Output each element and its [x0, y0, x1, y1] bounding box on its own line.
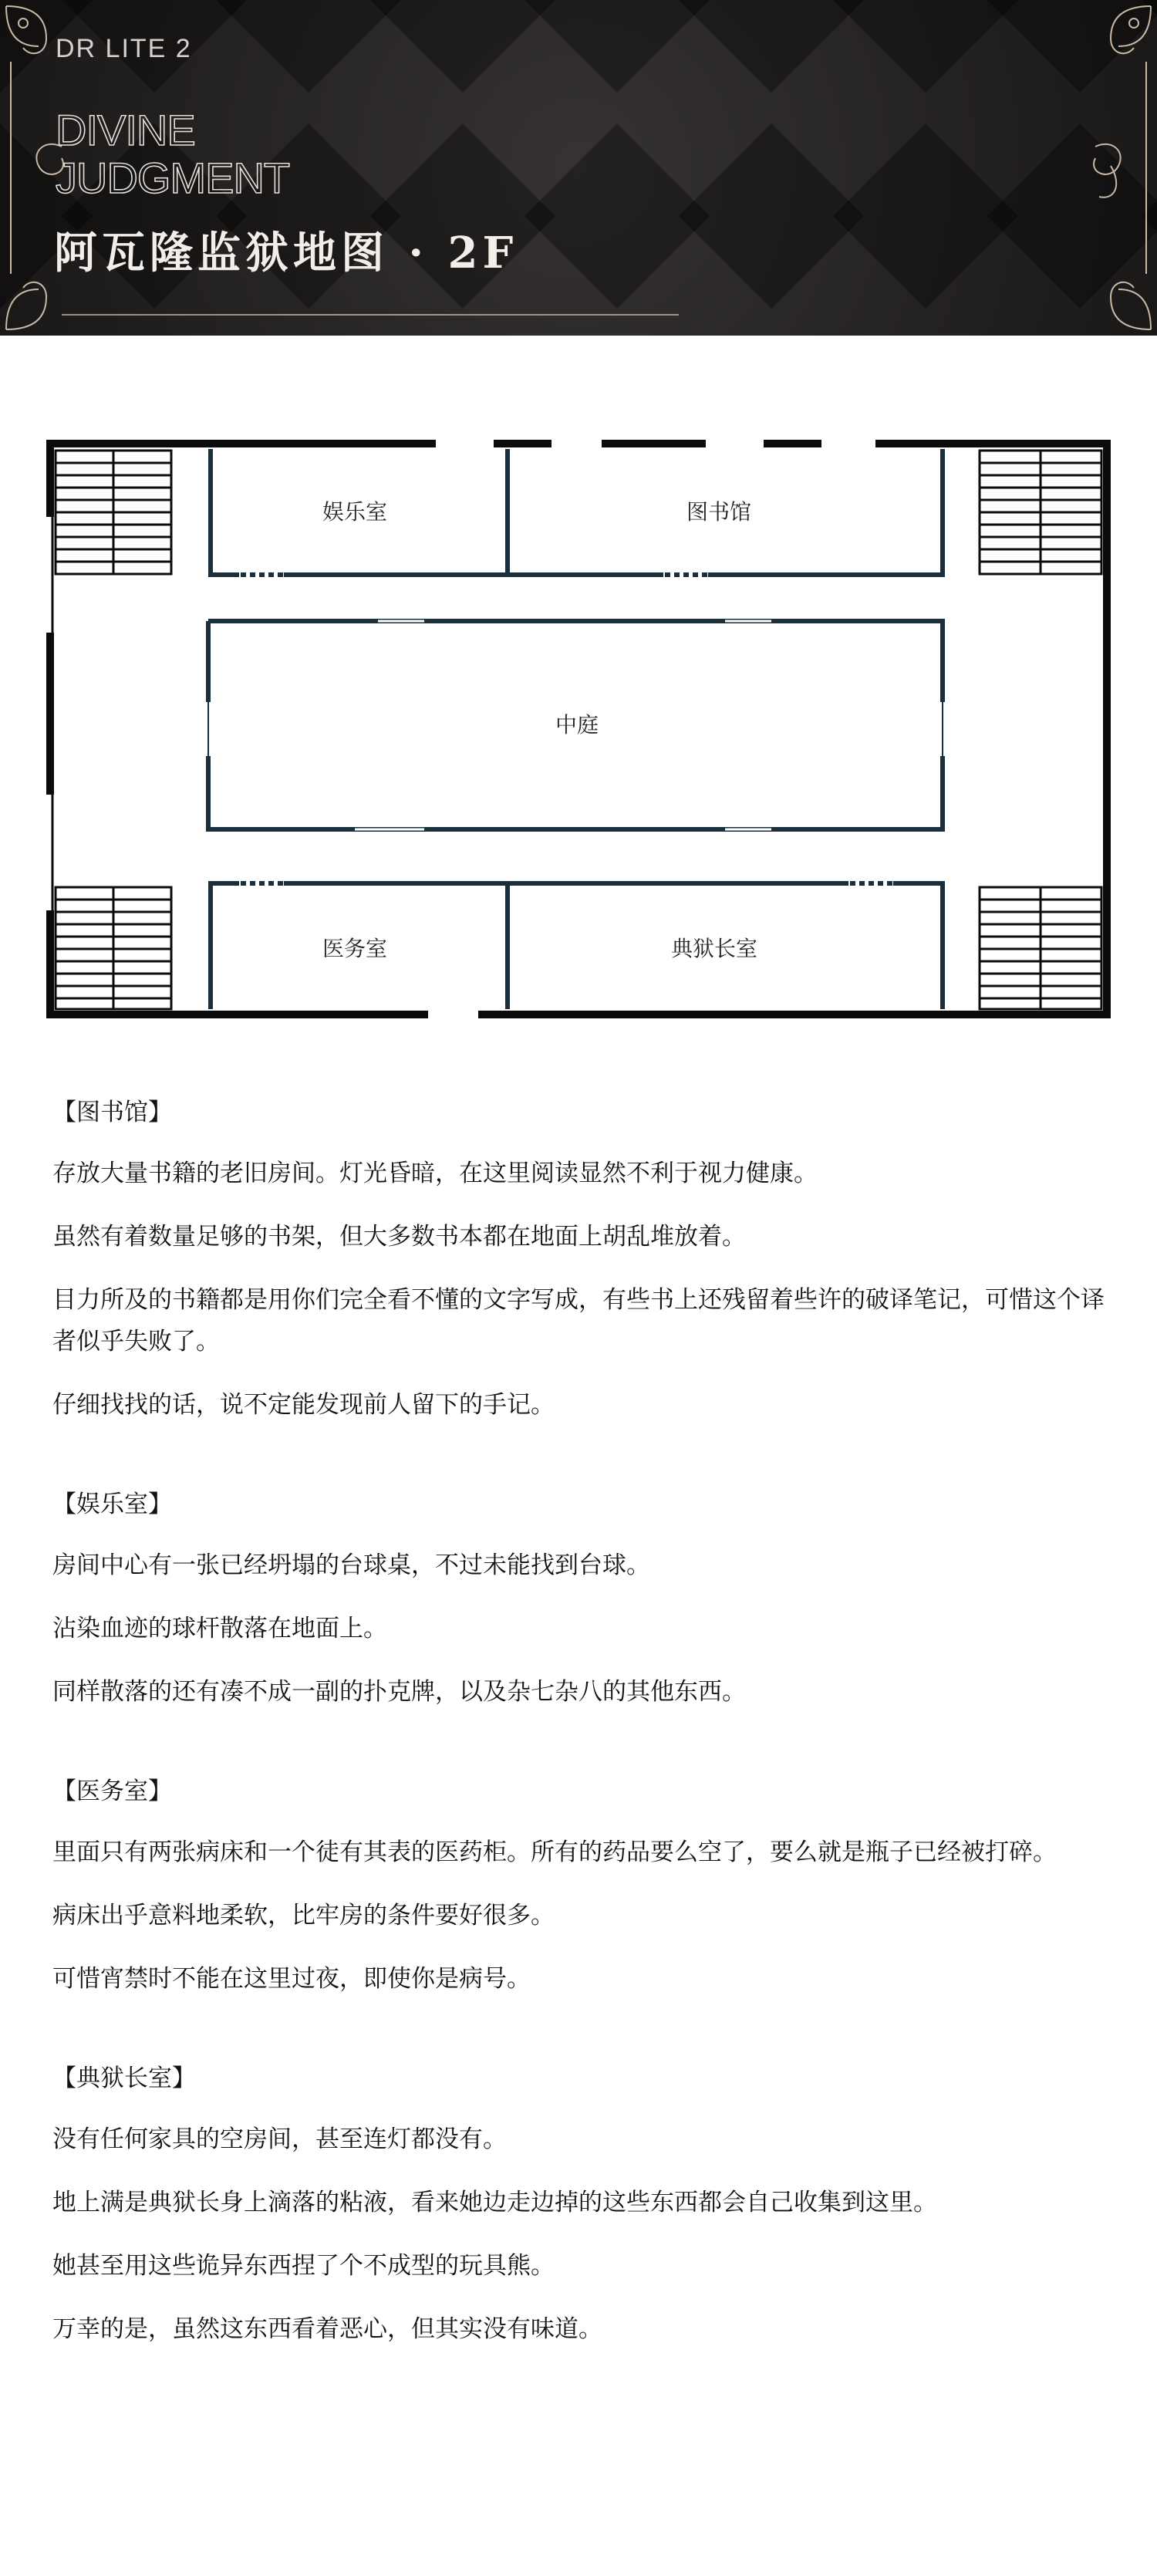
section-warden [52, 2061, 1109, 2350]
stairs-top-left [56, 451, 171, 574]
stairs-top-right [980, 451, 1101, 574]
stairs-bottom-left [56, 887, 171, 1009]
section-library [52, 1096, 1109, 1426]
door-dot [241, 881, 246, 886]
paragraph: 目力所及的书籍都是用你们完全看不懂的文字写成，有些书上还残留着些许的破译笔记，可惜这个译者似乎失败了。 [52, 1286, 1105, 1356]
room-label-infirmary: 医务室 [322, 936, 388, 961]
paragraph: 虽然有着数量足够的书架，但大多数书本都在地面上胡乱堆放着。 [52, 1223, 746, 1251]
section-title: 【娱乐室】 [52, 1491, 172, 1518]
section-title: 【典狱长室】 [52, 2065, 196, 2092]
paragraph: 地上满是典狱长身上滴落的粘液，看来她边走边掉的这些东西都会自己收集到这里。 [52, 2189, 937, 2216]
paragraph: 可惜宵禁时不能在这里过夜，即使你是病号。 [52, 1965, 531, 1993]
section-title: 【图书馆】 [52, 1099, 172, 1126]
page-title: 阿瓦隆监狱地图 · 2F [54, 228, 518, 279]
room-descriptions [52, 1096, 1109, 2412]
top-wall-gap [821, 440, 875, 449]
paragraph: 万幸的是，虽然这东西看着恶心，但其实没有味道。 [52, 2315, 602, 2343]
stairs-bottom-right [980, 887, 1101, 1009]
paragraph: 她甚至用这些诡异东西捏了个不成型的玩具熊。 [52, 2252, 555, 2280]
paragraph: 沾染血迹的球杆散落在地面上。 [52, 1615, 387, 1642]
paragraph: 同样散落的还有凑不成一副的扑克牌，以及杂七杂八的其他东西。 [52, 1678, 746, 1706]
paragraph: 存放大量书籍的老旧房间。灯光昏暗，在这里阅读显然不利于视力健康。 [52, 1160, 818, 1187]
room-label-library: 图书馆 [686, 499, 752, 525]
header-banner [0, 0, 1157, 336]
paragraph: 里面只有两张病床和一个徒有其表的医药柜。所有的药品要么空了，要么就是瓶子已经被打碎。 [52, 1838, 1057, 1866]
english-title-line-2: JUDGMENT [56, 154, 290, 202]
brand-label: DR LITE 2 [56, 34, 192, 63]
paragraph: 房间中心有一张已经坍塌的台球桌，不过未能找到台球。 [52, 1551, 650, 1579]
room-label-courtyard: 中庭 [555, 712, 599, 738]
section-infirmary [52, 1774, 1109, 2000]
door-dot [241, 572, 246, 577]
top-wall-gap [436, 440, 494, 449]
section-title: 【医务室】 [52, 1778, 172, 1805]
bottom-wall-gap [428, 1009, 478, 1018]
door-dot [850, 881, 855, 886]
left-wall-gap [46, 795, 56, 910]
paragraph: 仔细找找的话，说不定能发现前人留下的手记。 [52, 1391, 555, 1419]
english-title [56, 106, 289, 202]
room-label-recreation: 娱乐室 [322, 499, 388, 525]
room-label-warden: 典狱长室 [670, 936, 758, 961]
paragraph: 没有任何家具的空房间，甚至连灯都没有。 [52, 2125, 507, 2153]
paragraph: 病床出乎意料地柔软，比牢房的条件要好很多。 [52, 1902, 555, 1929]
section-recreation [52, 1487, 1109, 1713]
door-dot [665, 572, 670, 577]
top-wall-gap [552, 440, 602, 449]
top-wall-gap [706, 440, 764, 449]
english-title-line-1: DIVINE [56, 106, 195, 154]
floor-map [46, 440, 1111, 1018]
left-wall-gap [46, 517, 56, 633]
